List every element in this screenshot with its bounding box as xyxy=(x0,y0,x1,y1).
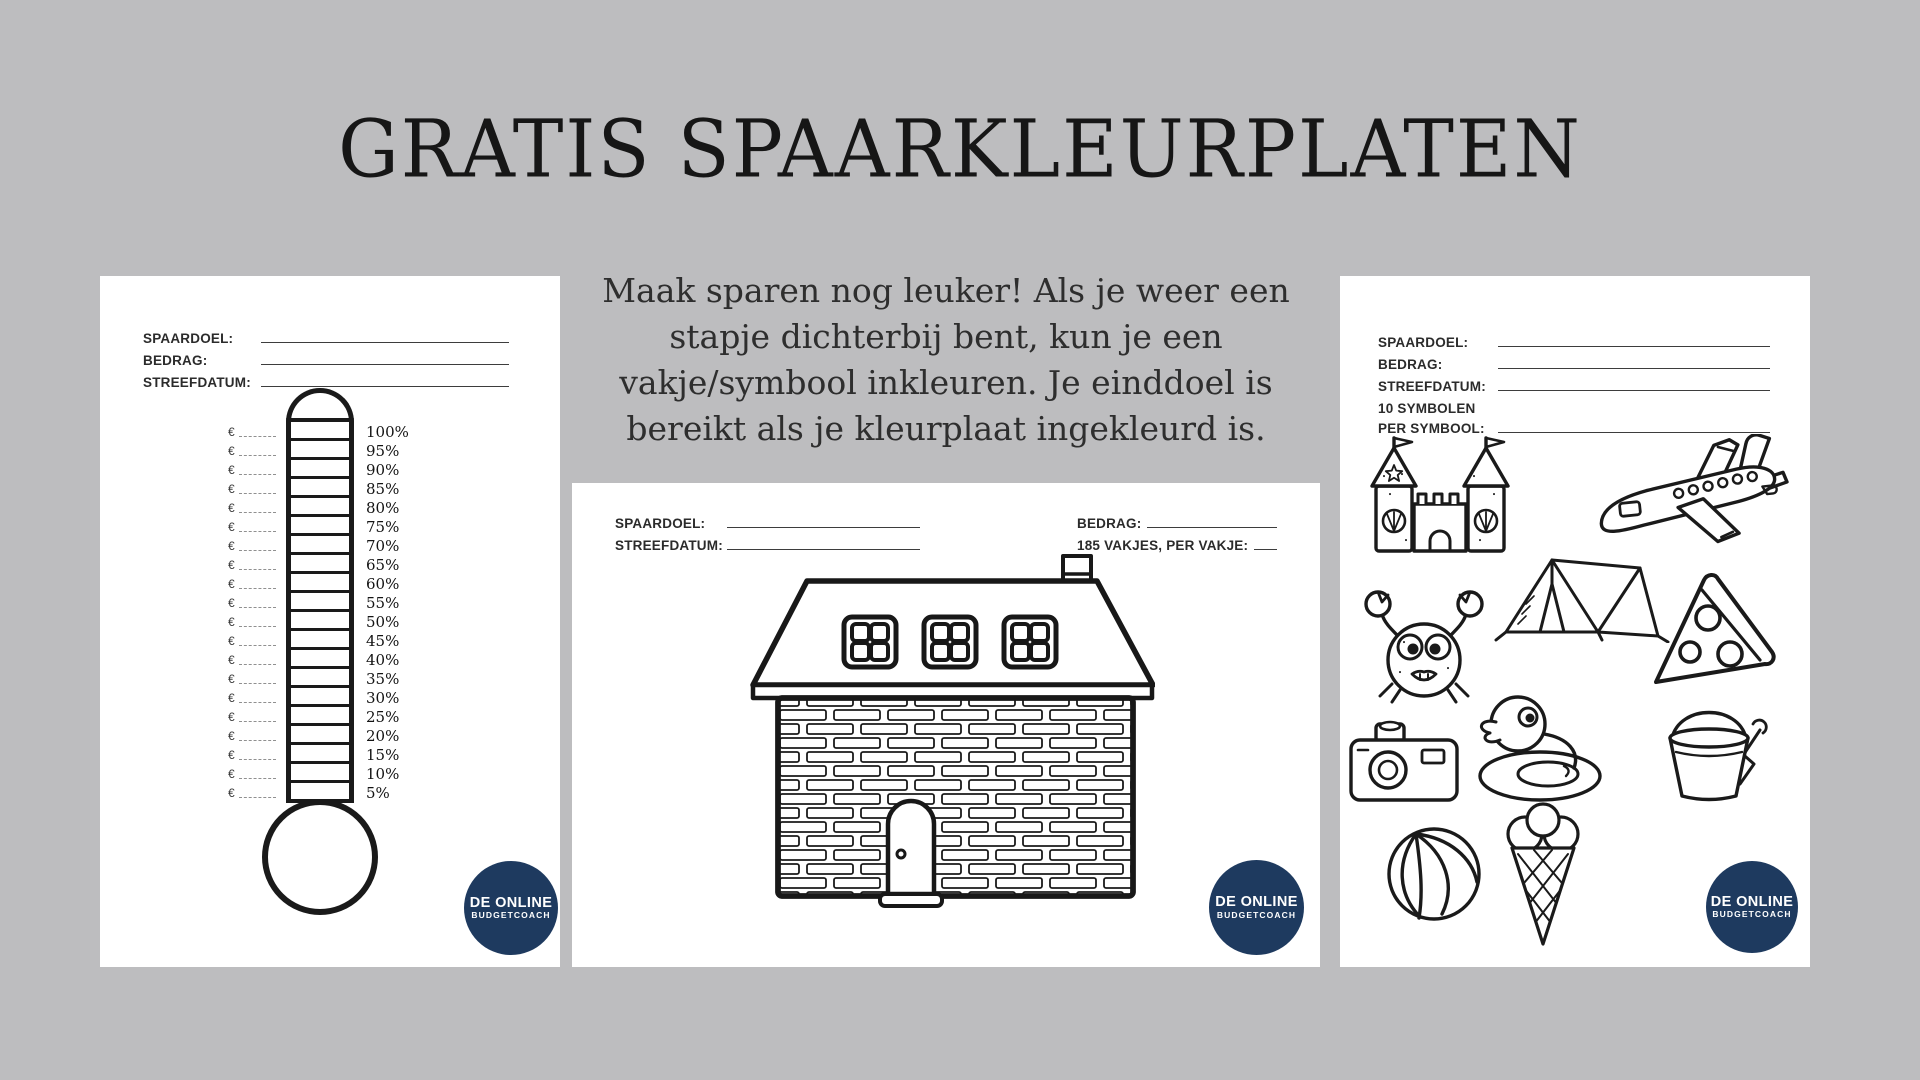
thermometer-segment xyxy=(286,555,354,575)
field-row xyxy=(143,350,509,368)
thermometer-row xyxy=(228,745,428,764)
euro-symbol: € xyxy=(228,729,235,743)
euro-amount-blank xyxy=(228,479,286,499)
field-row xyxy=(1378,354,1770,372)
euro-amount-blank xyxy=(228,726,286,746)
thermometer-row xyxy=(228,783,428,802)
logo-line2: BUDGETCOACH xyxy=(471,910,551,921)
percent-label: 50% xyxy=(366,613,400,631)
thermometer-row xyxy=(228,707,428,726)
field-row xyxy=(1077,535,1277,553)
savings-thermometer xyxy=(228,388,428,915)
euro-amount-blank xyxy=(228,593,286,613)
euro-symbol: € xyxy=(228,539,235,553)
euro-dashed-line xyxy=(239,740,276,741)
thermometer-row xyxy=(228,555,428,574)
ice-cream-icon xyxy=(1498,802,1588,950)
euro-amount-blank xyxy=(228,688,286,708)
field-blank-line xyxy=(261,342,509,343)
field-label: BEDRAG: xyxy=(143,353,208,368)
euro-amount-blank xyxy=(228,536,286,556)
thermometer-segment xyxy=(286,688,354,708)
euro-dashed-line xyxy=(239,778,276,779)
euro-dashed-line xyxy=(239,645,276,646)
euro-amount-blank xyxy=(228,612,286,632)
euro-symbol: € xyxy=(228,634,235,648)
thermometer-segment xyxy=(286,669,354,689)
euro-dashed-line xyxy=(239,626,276,627)
euro-dashed-line xyxy=(239,531,276,532)
field-row xyxy=(1378,332,1770,350)
budgetcoach-logo xyxy=(1209,860,1304,955)
thermometer-row xyxy=(228,441,428,460)
symbols-sheet xyxy=(1340,276,1810,967)
euro-amount-blank xyxy=(228,783,286,803)
thermometer-row xyxy=(228,726,428,745)
euro-amount-blank xyxy=(228,441,286,461)
thermometer-row xyxy=(228,422,428,441)
field-blank-line xyxy=(1254,549,1277,550)
euro-amount-blank xyxy=(228,422,286,442)
euro-amount-blank xyxy=(228,555,286,575)
percent-label: 25% xyxy=(366,708,400,726)
euro-amount-blank xyxy=(228,707,286,727)
field-label: PER SYMBOOL: xyxy=(1378,421,1485,436)
page-title: GRATIS SPAARKLEURPLATEN xyxy=(338,101,1582,196)
euro-dashed-line xyxy=(239,550,276,551)
thermometer-sheet-fields xyxy=(143,328,509,390)
thermometer-segment xyxy=(286,631,354,651)
intro-line: stapje dichterbij bent, kun je een xyxy=(669,317,1223,356)
euro-symbol: € xyxy=(228,558,235,572)
camera-icon xyxy=(1348,716,1460,804)
field-label: 185 VAKJES, PER VAKJE: xyxy=(1077,538,1249,553)
thermometer-segment xyxy=(286,726,354,746)
field-row xyxy=(1378,398,1770,416)
euro-symbol: € xyxy=(228,767,235,781)
thermometer-row xyxy=(228,764,428,783)
budgetcoach-logo xyxy=(464,861,558,955)
thermometer-segment xyxy=(286,593,354,613)
thermometer-segment xyxy=(286,612,354,632)
thermometer-segment xyxy=(286,498,354,518)
house-coloring-drawing xyxy=(750,553,1155,948)
euro-symbol: € xyxy=(228,748,235,762)
thermometer-row xyxy=(228,517,428,536)
euro-symbol: € xyxy=(228,482,235,496)
field-label: SPAARDOEL: xyxy=(615,516,706,531)
field-blank-line xyxy=(1147,527,1277,528)
field-label: BEDRAG: xyxy=(1378,357,1443,372)
field-blank-line xyxy=(261,364,509,365)
field-row xyxy=(143,328,509,346)
field-row xyxy=(615,513,920,531)
euro-dashed-line xyxy=(239,512,276,513)
euro-dashed-line xyxy=(239,588,276,589)
percent-label: 55% xyxy=(366,594,400,612)
thermometer-row xyxy=(228,460,428,479)
field-label: STREEFDATUM: xyxy=(615,538,723,553)
euro-symbol: € xyxy=(228,425,235,439)
symbols-sheet-fields xyxy=(1378,332,1770,436)
thermometer-segment xyxy=(286,460,354,480)
thermometer-segment xyxy=(286,764,354,784)
intro-line: Maak sparen nog leuker! Als je weer een xyxy=(602,271,1290,310)
field-blank-line xyxy=(1498,390,1770,391)
euro-symbol: € xyxy=(228,615,235,629)
budgetcoach-logo xyxy=(1706,861,1798,953)
intro-line: bereikt als je kleurplaat ingekleurd is. xyxy=(626,409,1266,448)
percent-label: 70% xyxy=(366,537,400,555)
intro-line: vakje/symbool inkleuren. Je einddoel is xyxy=(619,363,1273,402)
euro-symbol: € xyxy=(228,786,235,800)
euro-dashed-line xyxy=(239,683,276,684)
thermometer-segment xyxy=(286,517,354,537)
euro-amount-blank xyxy=(228,460,286,480)
thermometer-segment xyxy=(286,745,354,765)
thermometer-segment xyxy=(286,479,354,499)
field-label: SPAARDOEL: xyxy=(1378,335,1469,350)
euro-amount-blank xyxy=(228,650,286,670)
logo-line2: BUDGETCOACH xyxy=(1712,909,1792,920)
euro-dashed-line xyxy=(239,664,276,665)
logo-line1: DE ONLINE xyxy=(1215,894,1298,911)
thermometer-row xyxy=(228,479,428,498)
logo-line2: BUDGETCOACH xyxy=(1216,909,1297,920)
euro-dashed-line xyxy=(239,436,276,437)
thermometer-row xyxy=(228,536,428,555)
euro-amount-blank xyxy=(228,498,286,518)
percent-label: 75% xyxy=(366,518,400,536)
euro-symbol: € xyxy=(228,596,235,610)
percent-label: 30% xyxy=(366,689,400,707)
euro-dashed-line xyxy=(239,702,276,703)
percent-label: 45% xyxy=(366,632,400,650)
house-sheet-left-fields xyxy=(615,513,920,553)
field-blank-line xyxy=(261,386,509,387)
field-blank-line xyxy=(1498,368,1770,369)
thermometer-segment xyxy=(286,422,354,442)
field-blank-line xyxy=(1498,346,1770,347)
field-row xyxy=(1077,513,1277,531)
thermometer-sheet xyxy=(100,276,560,967)
field-label: BEDRAG: xyxy=(1077,516,1142,531)
thermometer-segment xyxy=(286,707,354,727)
percent-label: 35% xyxy=(366,670,400,688)
percent-label: 80% xyxy=(366,499,400,517)
euro-symbol: € xyxy=(228,691,235,705)
thermometer-row xyxy=(228,612,428,631)
percent-label: 65% xyxy=(366,556,400,574)
thermometer-row xyxy=(228,631,428,650)
percent-label: 90% xyxy=(366,461,400,479)
thermometer-row xyxy=(228,498,428,517)
euro-symbol: € xyxy=(228,672,235,686)
thermometer-rows xyxy=(228,422,428,802)
thermometer-segment xyxy=(286,574,354,594)
euro-dashed-line xyxy=(239,493,276,494)
euro-dashed-line xyxy=(239,797,276,798)
thermometer-dome xyxy=(286,388,354,422)
euro-dashed-line xyxy=(239,569,276,570)
euro-dashed-line xyxy=(239,455,276,456)
euro-symbol: € xyxy=(228,577,235,591)
thermometer-bulb xyxy=(262,799,378,915)
percent-label: 10% xyxy=(366,765,400,783)
percent-label: 60% xyxy=(366,575,400,593)
euro-symbol: € xyxy=(228,501,235,515)
intro-text xyxy=(572,268,1320,452)
field-blank-line xyxy=(727,527,920,528)
euro-amount-blank xyxy=(228,669,286,689)
house-sheet xyxy=(572,483,1320,967)
percent-label: 40% xyxy=(366,651,400,669)
field-label: SPAARDOEL: xyxy=(143,331,234,346)
field-label: 10 SYMBOLEN xyxy=(1378,401,1476,416)
thermometer-row xyxy=(228,593,428,612)
euro-amount-blank xyxy=(228,631,286,651)
field-blank-line xyxy=(1498,432,1770,433)
percent-label: 85% xyxy=(366,480,400,498)
thermometer-segment xyxy=(286,650,354,670)
field-row xyxy=(615,535,920,553)
thermometer-segment xyxy=(286,536,354,556)
euro-amount-blank xyxy=(228,745,286,765)
duck-float-icon xyxy=(1468,688,1606,806)
euro-dashed-line xyxy=(239,474,276,475)
thermometer-row xyxy=(228,688,428,707)
field-blank-line xyxy=(727,549,920,550)
percent-label: 95% xyxy=(366,442,400,460)
percent-label: 5% xyxy=(366,784,390,802)
logo-line1: DE ONLINE xyxy=(1710,893,1794,910)
euro-dashed-line xyxy=(239,759,276,760)
thermometer-segment xyxy=(286,783,354,803)
percent-label: 15% xyxy=(366,746,400,764)
euro-symbol: € xyxy=(228,444,235,458)
field-row xyxy=(1378,376,1770,394)
euro-symbol: € xyxy=(228,710,235,724)
field-label: STREEFDATUM: xyxy=(143,375,251,390)
thermometer-row xyxy=(228,574,428,593)
euro-symbol: € xyxy=(228,463,235,477)
house-sheet-right-fields xyxy=(1077,513,1277,553)
tent-icon xyxy=(1492,548,1672,643)
euro-symbol: € xyxy=(228,520,235,534)
euro-symbol: € xyxy=(228,653,235,667)
thermometer-row xyxy=(228,669,428,688)
euro-amount-blank xyxy=(228,517,286,537)
euro-dashed-line xyxy=(239,721,276,722)
logo-line1: DE ONLINE xyxy=(469,894,553,911)
percent-label: 20% xyxy=(366,727,400,745)
euro-amount-blank xyxy=(228,574,286,594)
thermometer-segment xyxy=(286,441,354,461)
sandcastle-icon xyxy=(1370,434,1510,559)
pizza-slice-icon xyxy=(1646,572,1778,692)
euro-dashed-line xyxy=(239,607,276,608)
thermometer-row xyxy=(228,650,428,669)
euro-amount-blank xyxy=(228,764,286,784)
field-label: STREEFDATUM: xyxy=(1378,379,1486,394)
bucket-spade-icon xyxy=(1652,696,1770,808)
beach-ball-icon xyxy=(1384,824,1484,924)
percent-label: 100% xyxy=(366,423,409,441)
